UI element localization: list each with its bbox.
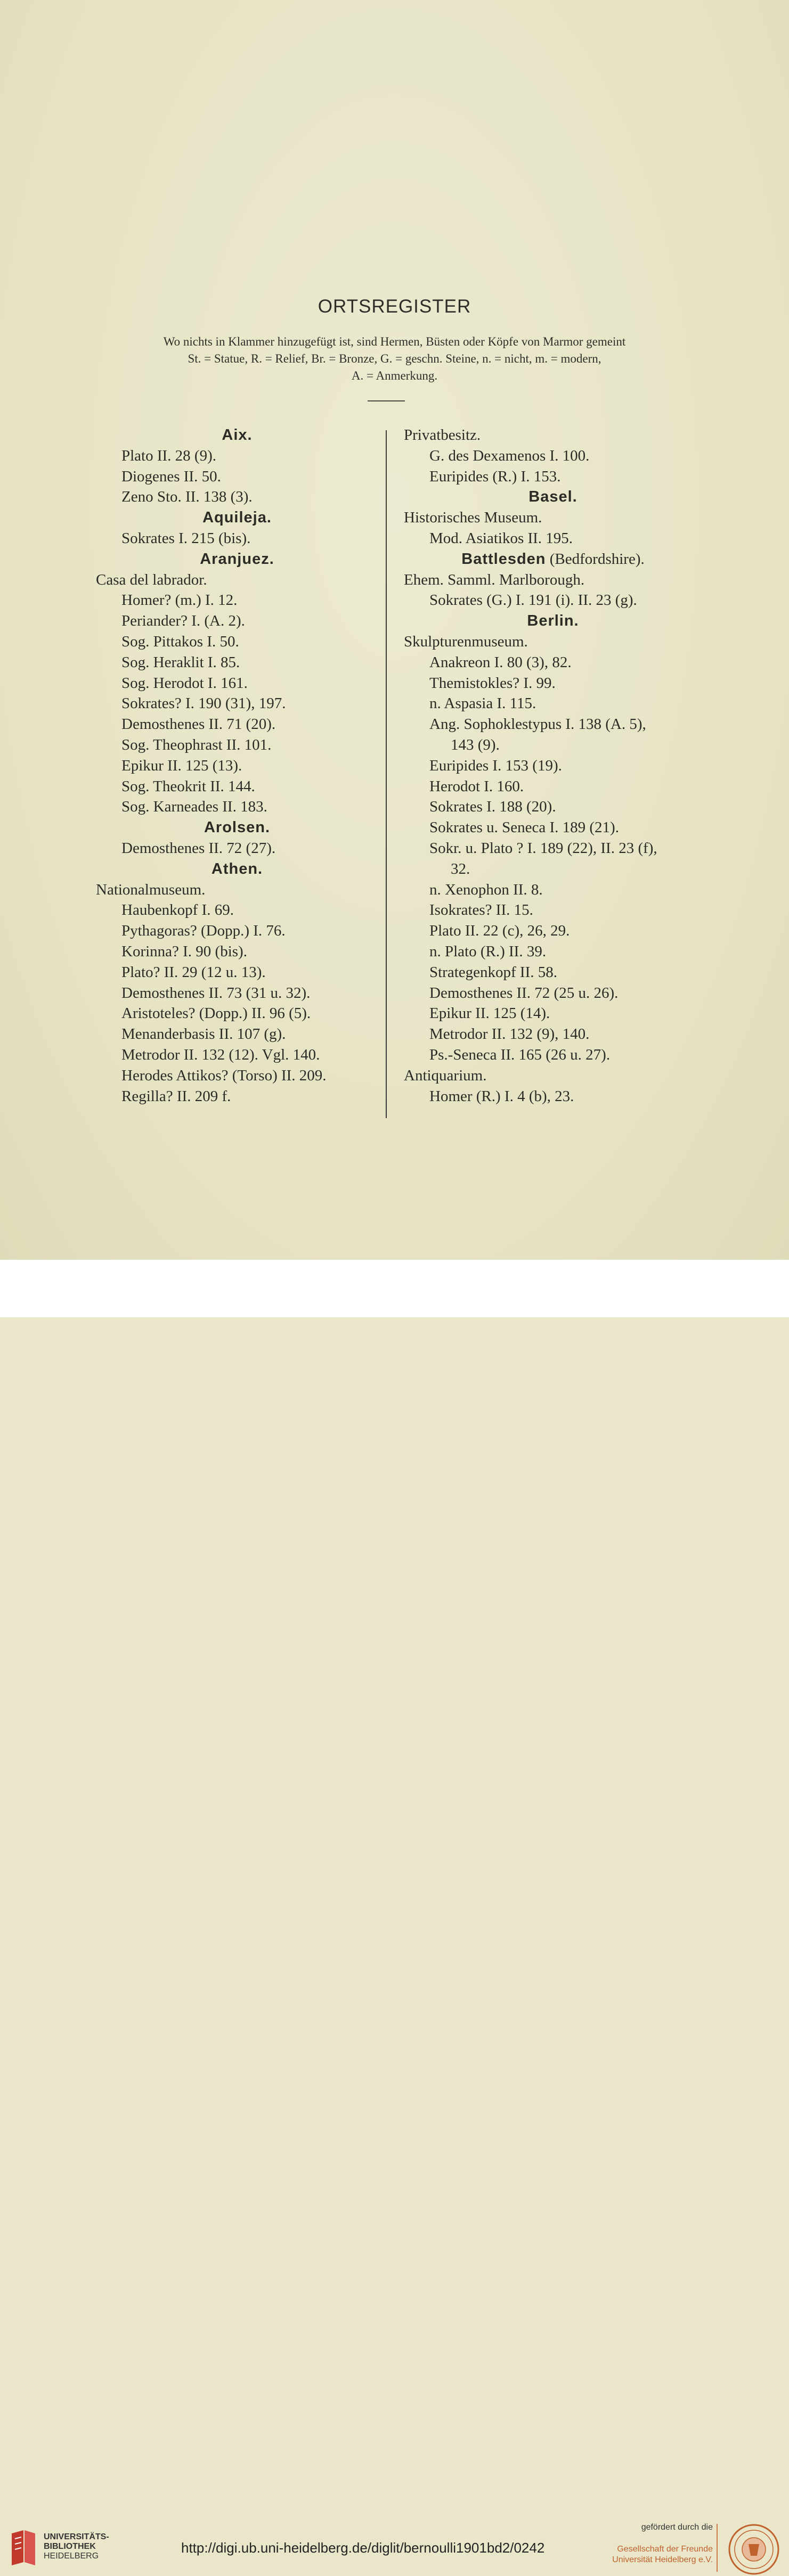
index-entry: Plato II. 28 (9). — [121, 447, 216, 464]
index-entry-continued: 143 (9). — [451, 736, 500, 753]
location-heading — [96, 507, 373, 528]
index-entry: Homer (R.) I. 4 (b), 23. — [429, 1087, 574, 1105]
index-entry: Zeno Sto. II. 138 (3). — [121, 488, 253, 506]
index-entry: Epikur II. 125 (13). — [121, 757, 242, 774]
title-divider — [368, 400, 405, 401]
footer-bar — [0, 1260, 789, 2564]
collection-name: Antiquarium. — [404, 1067, 487, 1084]
index-entry: Herodot I. 160. — [429, 777, 524, 795]
sponsor-org-line: Universität Heidelberg e.V. — [612, 2555, 713, 2564]
index-entry: Demosthenes II. 72 (25 u. 26). — [429, 984, 619, 1002]
index-entry: Sog. Theokrit II. 144. — [121, 777, 255, 795]
location-heading — [404, 611, 702, 631]
index-entry: Demosthenes II. 72 (27). — [121, 839, 276, 857]
index-entry: Aristoteles? (Dopp.) II. 96 (5). — [121, 1005, 311, 1022]
index-entry: Themistokles? I. 99. — [429, 674, 556, 692]
heading-text: Aix. — [222, 426, 253, 444]
location-heading — [96, 425, 373, 446]
sponsor-org-line: Gesellschaft der Freunde — [617, 2545, 713, 2554]
library-name-line: UNIVERSITÄTS- — [44, 2532, 109, 2541]
index-entry: Demosthenes II. 73 (31 u. 32). — [121, 984, 311, 1002]
index-entry: Sokrates I. 188 (20). — [429, 798, 556, 816]
index-entry: Metrodor II. 132 (12). Vgl. 140. — [121, 1046, 320, 1063]
index-entry: Sokrates u. Seneca I. 189 (21). — [429, 819, 619, 836]
location-heading — [96, 859, 373, 880]
index-entry: Ang. Sophoklestypus I. 138 (A. 5), — [429, 716, 646, 733]
collection-name: Nationalmuseum. — [96, 881, 206, 898]
index-entry: Sokrates? I. 190 (31), 197. — [121, 695, 286, 712]
index-column-right — [404, 425, 702, 1106]
location-heading — [404, 487, 702, 507]
location-heading — [96, 817, 373, 838]
index-entry: Homer? (m.) I. 12. — [121, 592, 238, 609]
index-entry: Euripides I. 153 (19). — [429, 757, 562, 774]
index-entry: Haubenkopf I. 69. — [121, 901, 234, 919]
index-entry: Sog. Theophrast II. 101. — [121, 736, 272, 753]
index-entry: Isokrates? II. 15. — [429, 901, 533, 919]
intro-line-1: Wo nichts in Klammer hinzugefügt ist, sind Hermen, Büsten oder Köpfe von Marmor gemeint — [163, 335, 626, 348]
heading-text: Basel. — [528, 488, 577, 506]
permalink-url[interactable]: http://digi.ub.uni-heidelberg.de/diglit/bernoulli1901bd2/0242 — [181, 2540, 545, 2556]
location-heading — [96, 549, 373, 570]
index-entry: Strategenkopf II. 58. — [429, 963, 557, 981]
index-entry: Sog. Herodot I. 161. — [121, 674, 248, 692]
heading-text: Berlin. — [527, 612, 579, 630]
scanned-page — [0, 0, 789, 1260]
collection-name: Skulpturenmuseum. — [404, 633, 528, 650]
intro-line-3: A. = Anmerkung. — [351, 369, 438, 382]
index-entry: Demosthenes II. 71 (20). — [121, 716, 276, 733]
index-entry: Korinna? I. 90 (bis). — [121, 942, 247, 960]
index-entry: Euripides (R.) I. 153. — [429, 467, 561, 485]
index-entry-continued: 32. — [451, 860, 470, 877]
footer-separator — [717, 2524, 718, 2572]
heading-text: Aquileja. — [202, 509, 272, 527]
university-seal-icon — [727, 2523, 780, 2576]
page-title: ORTSREGISTER — [318, 296, 471, 317]
index-entry: G. des Dexamenos I. 100. — [429, 447, 590, 464]
index-entry: Anakreon I. 80 (3), 82. — [429, 653, 572, 671]
index-entry: Plato II. 22 (c), 26, 29. — [429, 922, 570, 940]
index-column-left — [96, 425, 373, 1106]
intro-line-2: St. = Statue, R. = Relief, Br. = Bronze, G. = geschn. Steine, n. = nicht, m. = modern, — [188, 352, 601, 365]
collection-name: Historisches Museum. — [404, 509, 542, 527]
heading-text: Athen. — [211, 860, 263, 877]
index-entry: Menanderbasis II. 107 (g). — [121, 1026, 286, 1043]
index-entry: Sokr. u. Plato ? I. 189 (22), II. 23 (f), — [429, 839, 657, 857]
index-entry: Plato? II. 29 (12 u. 13). — [121, 963, 266, 981]
index-entry: Herodes Attikos? (Torso) II. 209. — [121, 1067, 327, 1084]
index-entry: Pythagoras? (Dopp.) I. 76. — [121, 922, 286, 940]
sponsor-caption: gefördert durch die — [641, 2523, 713, 2532]
location-heading — [404, 549, 702, 570]
index-entry: Sog. Pittakos I. 50. — [121, 633, 239, 650]
library-name-line: BIBLIOTHEK — [44, 2542, 96, 2551]
sponsor-block — [607, 2523, 713, 2565]
index-entry: Sokrates I. 215 (bis). — [121, 529, 251, 547]
index-entry: n. Plato (R.) II. 39. — [429, 942, 547, 960]
index-entry: Periander? I. (A. 2). — [121, 612, 245, 630]
index-entry: Epikur II. 125 (14). — [429, 1005, 550, 1022]
index-entry: Mod. Asiatikos II. 195. — [429, 529, 573, 547]
heading-text: Aranjuez. — [200, 550, 274, 568]
collection-name: Ehem. Samml. Marlborough. — [404, 571, 585, 588]
heading-note: (Bedfordshire). — [546, 550, 645, 568]
library-name — [44, 2532, 109, 2561]
library-name-line: HEIDELBERG — [44, 2552, 99, 2561]
collection-name: Privatbesitz. — [404, 426, 481, 444]
column-divider — [386, 430, 387, 1118]
index-entry: Sokrates (G.) I. 191 (i). II. 23 (g). — [429, 592, 637, 609]
index-entry: Diogenes II. 50. — [121, 467, 221, 485]
index-entry: Ps.-Seneca II. 165 (26 u. 27). — [429, 1046, 611, 1063]
index-entry: Sog. Karneades II. 183. — [121, 798, 267, 816]
collection-name: Casa del labrador. — [96, 571, 207, 588]
index-entry: Regilla? II. 209 f. — [121, 1087, 231, 1105]
index-entry: Sog. Heraklit I. 85. — [121, 653, 240, 671]
index-entry: n. Aspasia I. 115. — [429, 695, 536, 712]
heading-text: Arolsen. — [204, 819, 271, 836]
index-entry: Metrodor II. 132 (9), 140. — [429, 1026, 590, 1043]
heading-text: Battlesden — [461, 550, 546, 568]
ub-heidelberg-logo-icon — [7, 2528, 38, 2567]
index-entry: n. Xenophon II. 8. — [429, 881, 543, 898]
